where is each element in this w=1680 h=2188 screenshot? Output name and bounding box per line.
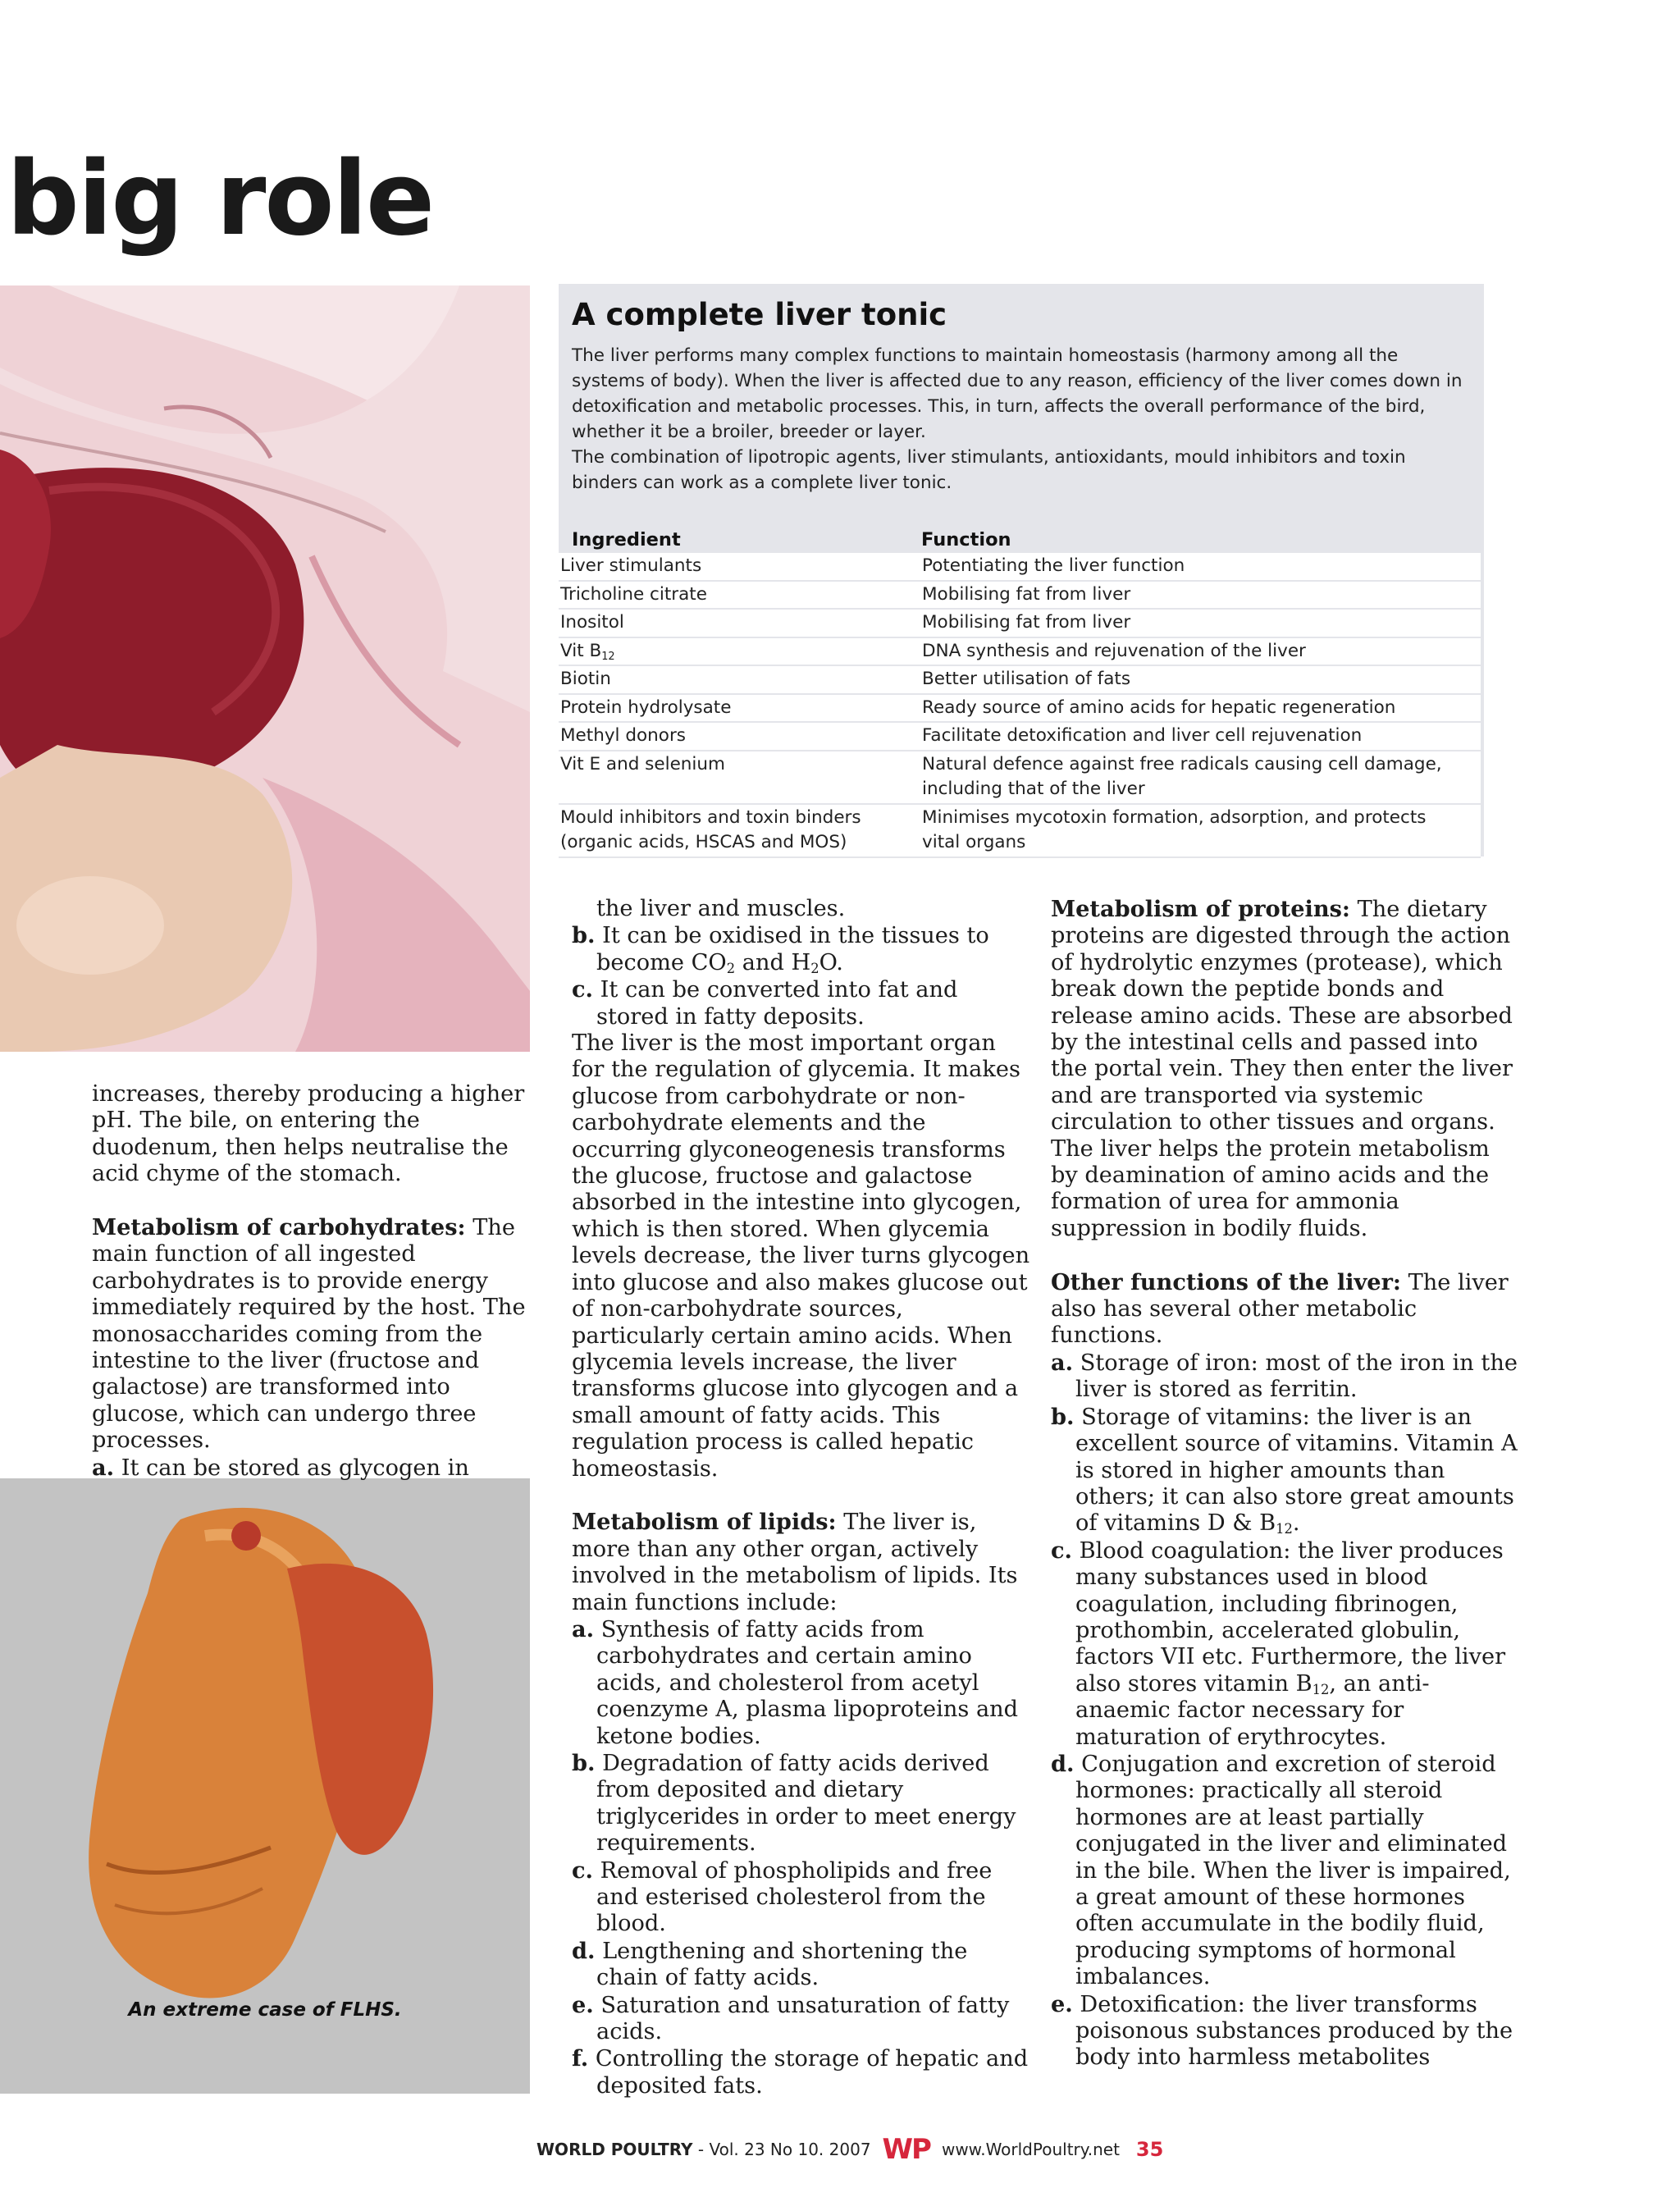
section-heading: Metabolism of lipids: — [572, 1509, 837, 1536]
list-letter: c. — [572, 1857, 594, 1884]
row-function: Ready source of amino acids for hepatic regeneration — [922, 697, 1396, 718]
paragraph: increases, thereby producing a higher pH. The bile, on entering the duodenum, then helps neutralise the acid chyme of the stomach. — [92, 1081, 525, 1187]
list-letter: c. — [572, 976, 594, 1003]
paragraph-text: The liver is, more than any other organ, actively involved in the metabolism of lipids. Its main functions include: — [572, 1510, 1018, 1615]
footer-magazine — [536, 2140, 871, 2159]
table-row — [559, 666, 1481, 695]
list-letter: c. — [1051, 1537, 1073, 1564]
list-item — [1051, 1751, 1518, 1991]
list-letter: a. — [572, 1615, 595, 1642]
list-item — [572, 922, 1031, 976]
list-text: , an anti-anaemic factor necessary for maturation of erythrocytes. — [1075, 1670, 1430, 1750]
list-letter: b. — [572, 922, 596, 949]
list-item — [1051, 1350, 1518, 1404]
row-function: Minimises mycotoxin formation, adsorption, and protects vital organs — [922, 806, 1427, 852]
subscript: 12 — [1276, 1521, 1293, 1537]
row-function: Mobilising fat from liver — [922, 583, 1131, 605]
row-function: Mobilising fat from liver — [922, 612, 1131, 633]
list-item — [572, 976, 1031, 1030]
paragraph-text: The dietary proteins are digested through the action of hydrolytic enzymes (protease), which break down the peptide bonds and release amino acids. These are absorbed by the intestinal cells and passed into the portal vein. They then enter the liver and are transported via systemic circulation to other tissues and organs. — [1051, 897, 1513, 1135]
row-function: Potentiating the liver function — [922, 555, 1185, 576]
table-row — [559, 638, 1481, 667]
issue-info: - Vol. 23 No 10. 2007 — [692, 2140, 871, 2159]
photo-caption: An extreme case of FLHS. — [128, 1999, 402, 2021]
liver-photo — [0, 285, 530, 1052]
list-text: Lengthening and shortening the chain of fatty acids. — [595, 1938, 968, 1991]
box-title: A complete liver tonic — [572, 297, 947, 332]
table-row — [559, 582, 1481, 610]
headline: big role — [7, 140, 434, 258]
paragraph-glycemia: The liver is the most important organ for the regulation of glycemia. It makes glucose from carbohydrate or non-carbohydrate elements and the occurring glyconeogenesis transforms the glucose, fructose and galactose absorbed in the intestine into glycogen, which is then stored. When glycemia levels decrease, the liver turns glycogen into glucose and also makes glucose out of non-carbohydrate sources, particularly certain amino acids. When glycemia levels increase, the liver transforms glucose into glycogen and a small amount of fatty acids. This regulation process is called hepatic homeostasis. — [572, 1030, 1030, 1482]
row-function: Better utilisation of fats — [922, 669, 1131, 689]
list-text: Conjugation and excretion of steroid hormones: practically all steroid hormones are at least partially conjugated in the liver and eliminated in the bile. When the liver is impaired, a great amount of these hormones often accumulate in the bodily fluid, producing symptoms of hormonal imbalances. — [1074, 1751, 1511, 1990]
list-item — [572, 1616, 1031, 1750]
list-item — [572, 1938, 1031, 1992]
row-ingredient: Liver stimulants — [560, 555, 702, 576]
list-text: Storage of iron: most of the iron in the liver is stored as ferritin. — [1073, 1350, 1518, 1403]
list-item — [1051, 1537, 1518, 1751]
liver-tonic-box — [559, 284, 1484, 856]
list-letter: e. — [572, 1991, 594, 2018]
table-row — [559, 610, 1481, 638]
list-text: O. — [819, 949, 843, 975]
row-ingredient: Methyl donors — [560, 725, 686, 746]
table-row — [559, 723, 1481, 751]
list-text: Controlling the storage of hepatic and deposited fats. — [588, 2046, 1029, 2099]
list-letter: f. — [572, 2045, 589, 2072]
paragraph: The liver helps the protein metabolism by deamination of amino acids and the formation of urea for ammonia suppression in bodily fluids. — [1051, 1135, 1490, 1241]
list-letter: e. — [1051, 1990, 1073, 2017]
section-heading: Other functions of the liver: — [1051, 1268, 1401, 1295]
header-function: Function — [921, 529, 1011, 550]
list-item — [572, 1750, 1031, 1857]
table-row — [559, 751, 1481, 805]
list-text: It can be converted into fat and stored in fatty deposits. — [593, 977, 958, 1030]
row-function: Facilitate detoxification and liver cell rejuvenation — [922, 725, 1363, 746]
list-text: It can be stored as glycogen in — [114, 1455, 469, 1481]
ingredient-table — [559, 527, 1481, 858]
paragraph-continued: the liver and muscles. — [596, 896, 846, 921]
list-letter: d. — [1051, 1750, 1075, 1777]
wp-logo: WP — [882, 2133, 930, 2166]
page-footer — [536, 2133, 1163, 2166]
box-intro — [572, 343, 1466, 496]
paragraph-lipids — [572, 1509, 1031, 1616]
list-text: It can be oxidised in the tissues to become CO — [595, 923, 989, 975]
subscript: 12 — [601, 650, 615, 663]
list-text: Removal of phospholipids and free and esterised cholesterol from the blood. — [593, 1857, 993, 1937]
list-text: Blood coagulation: the liver produces many substances used in blood coagulation, including fibrinogen, prothombin, accelerated globulin, factors VII etc. Furthermore, the liver also stores vitamin B — [1072, 1537, 1506, 1697]
list-text: . — [1292, 1510, 1300, 1537]
footer-url[interactable]: www.WorldPoultry.net — [941, 2140, 1120, 2159]
list-letter: b. — [572, 1749, 596, 1776]
row-ingredient — [559, 639, 922, 665]
paragraph-carbohydrates — [92, 1214, 535, 1455]
table-row — [559, 695, 1481, 724]
list-text: Saturation and unsaturation of fatty acids. — [593, 1992, 1010, 2045]
table-row — [559, 805, 1481, 858]
subscript: 12 — [1312, 1681, 1330, 1697]
magazine-name: WORLD POULTRY — [536, 2140, 693, 2159]
row-ingredient: Biotin — [560, 669, 611, 689]
row-ingredient: Vit E and selenium — [560, 753, 725, 774]
row-function: DNA synthesis and rejuvenation of the liver — [922, 640, 1306, 661]
table-header — [559, 527, 1481, 553]
subscript: 2 — [726, 960, 736, 976]
paragraph-text: The liver also has several other metabolic functions. — [1051, 1269, 1509, 1349]
row-ingredient: Protein hydrolysate — [560, 697, 732, 718]
subscript: 2 — [810, 960, 819, 976]
list-item — [92, 1455, 535, 1482]
list-item — [1051, 1404, 1518, 1537]
list-letter: a. — [1051, 1349, 1074, 1376]
list-text: Degradation of fatty acids derived from deposited and dietary triglycerides in order to meet energy requirements. — [595, 1750, 1016, 1857]
list-letter: d. — [572, 1937, 596, 1964]
list-item — [1051, 1991, 1518, 2072]
row-function: Natural defence against free radicals causing cell damage, including that of the liver — [922, 753, 1442, 799]
paragraph-proteins — [1051, 896, 1518, 1136]
box-intro-paragraph-1: The liver performs many complex functions to maintain homeostasis (harmony among all the systems of body). When the liver is affected due to any reason, efficiency of the liver comes down in detoxification and metabolic processes. This, in turn, affects the overall performance of the bird, whether it be a broiler, breeder or layer. — [572, 345, 1463, 442]
list-item — [572, 1857, 1031, 1938]
ingredient-text: Vit B — [560, 640, 602, 661]
section-heading: Metabolism of proteins: — [1051, 896, 1350, 922]
text-column-1 — [92, 1081, 535, 1482]
list-letter: b. — [1051, 1403, 1075, 1430]
row-ingredient: Mould inhibitors and toxin binders (organic acids, HSCAS and MOS) — [560, 806, 861, 852]
list-item — [572, 1992, 1031, 2046]
table-row — [559, 553, 1481, 582]
list-item — [572, 2045, 1031, 2099]
text-column-3 — [1051, 896, 1518, 2072]
list-letter: a. — [92, 1454, 115, 1481]
page-number: 35 — [1135, 2138, 1164, 2161]
paragraph-other-functions — [1051, 1269, 1518, 1350]
list-text: Detoxification: the liver transforms poisonous substances produced by the body into harmless metabolites — [1072, 1991, 1513, 2071]
paragraph-text: The main function of all ingested carbohydrates is to provide energy immediately required by the host. The monosaccharides coming from the intestine to the liver (fructose and galactose) are transformed into glucose, which can undergo three processes. — [92, 1215, 526, 1454]
header-ingredient: Ingredient — [572, 529, 681, 550]
list-text: Storage of vitamins: the liver is an excellent source of vitamins. Vitamin A is stored in higher amounts than others; it can also store great amounts of vitamins D & B — [1074, 1404, 1518, 1537]
list-text: and H — [735, 949, 811, 975]
box-intro-paragraph-2: The combination of lipotropic agents, liver stimulants, antioxidants, mould inhibitors and toxin binders can work as a complete liver tonic. — [572, 447, 1406, 493]
text-column-2 — [572, 896, 1031, 2099]
list-text: Synthesis of fatty acids from carbohydrates and certain amino acids, and cholesterol from acetyl coenzyme A, plasma lipoproteins and ketone bodies. — [594, 1616, 1019, 1749]
row-ingredient: Tricholine citrate — [560, 583, 707, 605]
section-heading: Metabolism of carbohydrates: — [92, 1214, 466, 1241]
row-ingredient: Inositol — [560, 612, 624, 633]
